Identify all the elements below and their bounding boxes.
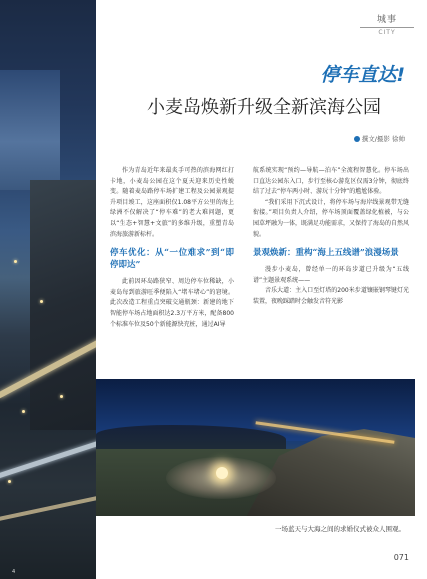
byline <box>354 134 405 143</box>
left-aerial-photo <box>0 0 96 579</box>
photo-light-dot <box>22 410 25 413</box>
photo-light-dot <box>14 260 17 263</box>
photo-caption: 一场蓝天与大海之间的求婚仪式被众人围观。 <box>275 525 405 533</box>
section-name-cn: 城事 <box>376 15 397 25</box>
left-page-number: 4 <box>12 569 16 575</box>
section-heading: 景观焕新：重构“海上五线谱”浪漫场景 <box>253 248 399 259</box>
photo-light-dot <box>40 300 43 303</box>
section-divider <box>360 27 414 28</box>
byline-bullet-icon <box>354 136 360 142</box>
photo-light-glow <box>216 467 228 479</box>
photo-lit-road <box>0 489 96 524</box>
photo-light-dot <box>8 480 11 483</box>
paragraph: 此前因环岛路狭窄、周边停车位稀缺，小麦岛每到旅游旺季便陷入“堵车堵心”的窘境。此次改造工程重点突破交通瓶颈：新建的地下智能停车场占地面积达2.3万平方米，配备800个标准车位及50个新能源快充桩，通过AI导 <box>110 278 234 328</box>
section-name-en: CITY <box>378 29 396 36</box>
section-heading: 停车优化：从“一位难求”到“即停即达” <box>110 248 234 271</box>
paragraph: 航系统实现“预约—导航—泊车”全流程智慧化。停车场出口直达公园东入口，步行至核心游览区仅需3分钟，彻底终结了过去“停车两小时、游玩十分钟”的尴尬体验。 <box>253 167 409 196</box>
headline: 停车直达! <box>320 64 405 86</box>
section-tag <box>360 12 414 36</box>
paragraph: 音乐大道：主入口至灯塔的200米步道镶嵌钢琴键灯光装置，夜晚踩踏时会触发音符光影 <box>253 287 409 305</box>
paragraph: 作为青岛近年来最炙手可热的滨海网红打卡地，小麦岛公园在这个夏天迎来历史性蜕变。随着麦岛路停车场扩建工程及公园景观提升项目竣工，这座面积仅1.08平方公里的海上绿洲不仅解决了“停车难”的老大难问题，更以“生态+智慧+文旅”的多维升级，重塑青岛滨海旅游新标杆。 <box>110 167 234 238</box>
byline-text: 撰文/摄影 徐帅 <box>361 135 405 143</box>
photo-lit-road <box>0 432 96 483</box>
photo-land-area <box>30 180 96 430</box>
paragraph: 漫步小麦岛，曾经单一的环岛步道已升级为“五线谱”主题景观系统—— <box>253 266 409 284</box>
paragraph: “我们采用下沉式设计，将停车场与海岸线景观带无缝衔接。”项目负责人介绍，停车场顶面覆盖绿化植被，与公园草坪融为一体，既满足功能需求，又保持了海岛的自然风貌。 <box>253 198 410 238</box>
photo-sea-area <box>0 70 60 190</box>
photo-light-dot <box>60 395 63 398</box>
text-column-1 <box>110 166 234 330</box>
event-photo <box>96 379 415 516</box>
article-title: 小麦岛焕新升级全新滨海公园 <box>147 97 381 118</box>
page-number: 071 <box>393 553 409 562</box>
text-column-2 <box>253 166 409 308</box>
